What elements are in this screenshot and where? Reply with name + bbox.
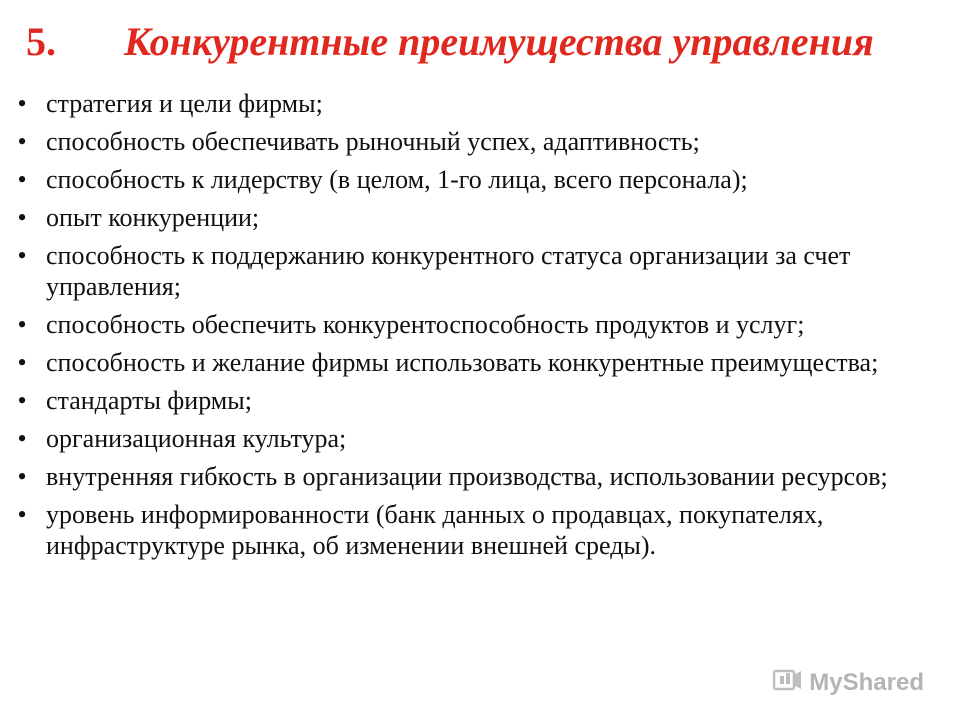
- list-item: [12, 347, 947, 378]
- list-item: [12, 461, 947, 492]
- list-item: [12, 240, 947, 302]
- slide-title: [26, 14, 946, 70]
- bullet: •: [17, 127, 27, 156]
- list-item-text: опыт конкуренции;: [46, 203, 260, 232]
- list-item-text: организационная культура;: [46, 424, 347, 453]
- list-item-text: способность обеспечивать рыночный успех, адаптивность;: [46, 127, 700, 156]
- watermark-text: MyShared: [809, 668, 924, 696]
- list-item: [12, 88, 947, 119]
- list-item: [12, 499, 947, 561]
- list-item: [12, 202, 947, 233]
- bullet: •: [17, 424, 27, 453]
- bullet: •: [17, 500, 27, 529]
- list-item-text: стандарты фирмы;: [46, 386, 252, 415]
- list-item-text: способность обеспечить конкурентоспособность продуктов и услуг;: [46, 310, 805, 339]
- bullet: •: [17, 241, 27, 270]
- bullet: •: [17, 348, 27, 377]
- advantages-list: [12, 88, 947, 568]
- bullet: •: [17, 386, 27, 415]
- bullet: •: [17, 203, 27, 232]
- bullet: •: [17, 462, 27, 491]
- list-item-text: способность и желание фирмы использовать конкурентные преимущества;: [46, 348, 879, 377]
- list-item-text: уровень информированности (банк данных о продавцах, покупателях, инфраструктуре рынка, об изменении внешней среды).: [46, 500, 824, 560]
- list-item-text: способность к лидерству (в целом, 1-го лица, всего персонала);: [46, 165, 748, 194]
- slide-number: 5.: [26, 19, 56, 64]
- bullet: •: [17, 89, 27, 118]
- slide-title-text: Конкурентные преимущества управления: [124, 19, 874, 64]
- list-item-text: стратегия и цели фирмы;: [46, 89, 323, 118]
- myshared-logo-icon: [773, 667, 803, 698]
- myshared-watermark: [773, 667, 924, 698]
- list-item: [12, 126, 947, 157]
- bullet: •: [17, 165, 27, 194]
- list-item: [12, 385, 947, 416]
- list-item-text: внутренняя гибкость в организации производства, использовании ресурсов;: [46, 462, 888, 491]
- list-item-text: способность к поддержанию конкурентного статуса организации за счет управления;: [46, 241, 851, 301]
- list-item: [12, 164, 947, 195]
- list-item: [12, 423, 947, 454]
- list-item: [12, 309, 947, 340]
- bullet: •: [17, 310, 27, 339]
